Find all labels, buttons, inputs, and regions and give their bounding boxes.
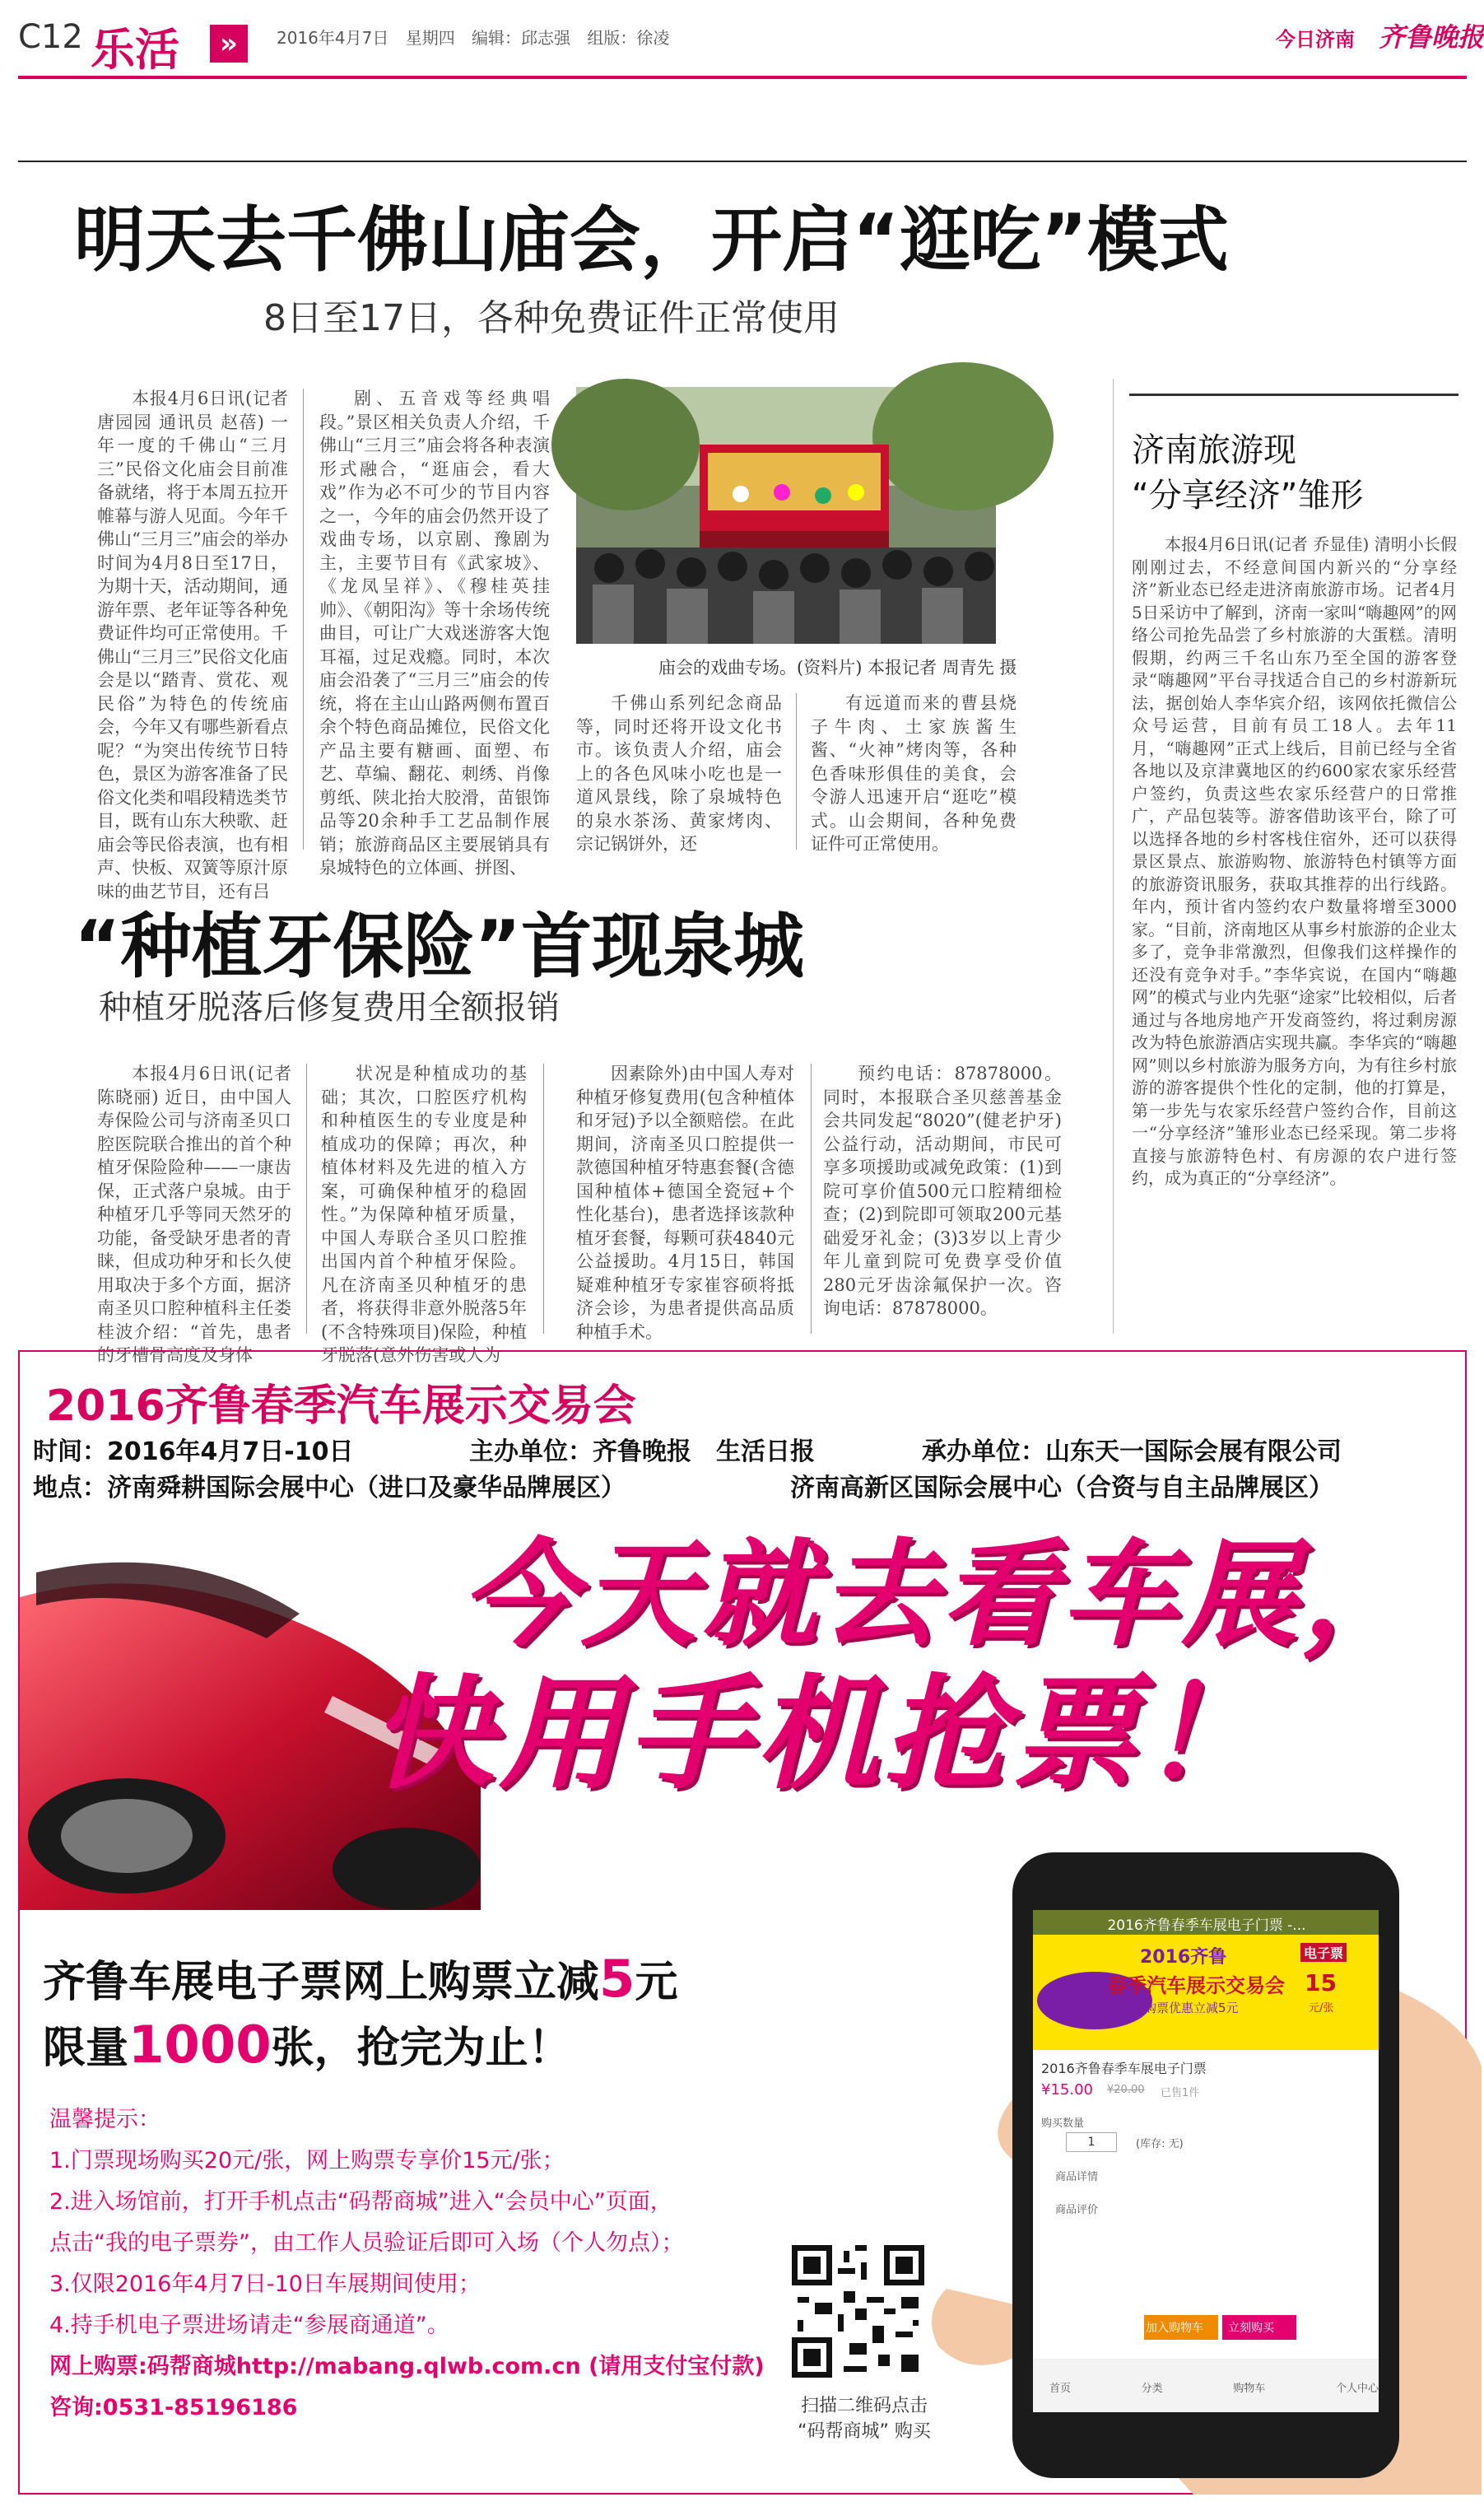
tips-title: 温馨提示： — [49, 2107, 160, 2132]
phone-nav-profile[interactable]: 个人中心 — [1335, 2383, 1379, 2395]
phone-banner-price: 15 — [1305, 1969, 1337, 1996]
phone-add-cart-button[interactable]: 加入购物车 — [1146, 2322, 1203, 2335]
qr-code-icon[interactable] — [786, 2239, 930, 2383]
temple-fair-photo — [576, 387, 996, 644]
story2-headline: “种植牙保险”首现泉城 — [74, 906, 805, 988]
column-divider — [811, 1064, 812, 1334]
ad-undertaker: 承办单位：山东天一国际会展有限公司 — [922, 1437, 1342, 1466]
story1-subheadline: 8日至17日，各种免费证件正常使用 — [263, 297, 840, 339]
story1-column-2: 剧、五音戏等经典唱段。”景区相关负责人介绍，千佛山“三月三”庙会将各种表演形式融合，“逛庙会，看大戏”作为必不可少的节目内容之一，今年的庙会仍然开设了戏曲专场，以京剧、豫剧为主，主要节目有《武家坡》、《龙凤呈祥》、《穆桂英挂帅》、《朝阳沟》等十余场传统曲目，可让广大戏迷游客大饱耳福，过足戏瘾。同时，本次庙会沿袭了“三月三”庙会的传统，将在主山山路两侧布置百余个特色商品摊位，民俗文化产品主要有糖画、面塑、布艺、草编、翻花、刺绣、肖像剪纸、陕北抬大胶滑，苗银饰品等20余种手工艺品制作展销；旅游商品区主要展销具有泉城特色的立体画、拼图、 — [319, 389, 550, 878]
ad-slogan-line-1: 今天就去看车展， — [461, 1528, 1423, 1662]
phone-nav-home[interactable]: 首页 — [1049, 2383, 1072, 2395]
phone-qty-input[interactable]: 1 — [1066, 2132, 1117, 2152]
ad-slogan-line-2: 快用手机抢票！ — [370, 1663, 1270, 1806]
tip-item: 4.持手机电子票进场请走“参展商通道”。 — [49, 2313, 449, 2338]
sidebar-title-line-2: “分享经济”雏形 — [1132, 477, 1364, 515]
tips-block — [49, 2099, 765, 2429]
phone-detail-tab[interactable]: 商品详情 — [1055, 2171, 1099, 2183]
phone-banner-price-unit: 元/张 — [1309, 2002, 1334, 2015]
phone-stock: (库存: 无) — [1136, 2138, 1184, 2150]
sidebar-article: 本报4月6日讯(记者 乔显佳) 清明小长假刚刚过去，不经意间国内新兴的“分享经济”新业态已经走进济南旅游市场。记者4月5日采访中了解到，济南一家叫“嗨趣网”的网络公司抢先品尝了乡村旅游的大蛋糕。清明假期，约两三千名山东乃至全国的游客登录“嗨趣网”平台寻找适合自己的乡村游新玩法，据创始人李华宾介绍，该网依托微信公众号运营，目前有员工18人。去年11月，“嗨趣网”正式上线后，目前已经与全省各地以及京津冀地区的约600家农家乐经营户签约，负责这些农家乐经营户的日常推广，产品包装等。游客借助该平台，除了可以选择各地的乡村客栈住宿外，还可以获得景区景点、旅游购物、旅游特色村镇等方面的旅游资讯服务，获取其推荐的出行线路。年内，预计省内签约农户数量将增至3000家。“目前，济南地区从事乡村旅游的企业太多了，竞争非常激烈，但像我们这样操作的还没有竞争对手。”李华宾说，在国内“嗨趣网”的模式与业内先驱“途家”比较相似，后者通过与各地房地产开发商签约，将过剩房源改为特色旅游酒店实现共赢。李华宾的“嗨趣网”则以乡村旅游为服务方向，为有往乡村旅游的游客提供个性化的定制，他的打算是，第一步先与农家乐经营户签约合作，目前这一“分享经济”雏形业态已经采现。第二步将直接与旅游特色村、有房源的农户进行签约，成为真正的“分享经济”。 — [1132, 534, 1457, 1188]
story2-subheadline: 种植牙脱落后修复费用全额报销 — [99, 989, 560, 1027]
tip-item: 2.进入场馆前，打开手机点击“码帮商城”进入“会员中心”页面， — [49, 2189, 672, 2215]
ad-time: 时间：2016年4月7日-10日 — [33, 1437, 354, 1466]
tip-item: 3.仅限2016年4月7日-10日车展期间使用； — [49, 2271, 481, 2297]
phone-old-price: ¥20.00 — [1107, 2084, 1145, 2096]
newspaper-logo: 齐鲁晚报 — [1379, 21, 1484, 53]
column-divider — [543, 1064, 544, 1334]
ad-venue-2: 济南高新区国际会展中心（合资与自主品牌展区） — [790, 1474, 1333, 1502]
story2-column-4: 预约电话：87878000。同时，本报联合圣贝慈善基金会共同发起“8020”(健老护牙)公益行动，活动期间，市民可享多项援助或减免政策：(1)到院可享价值500元口腔精细检查；(2)到院即可领取200元基础爱牙礼金；(3)3岁以上青少年儿童到院可免费享受价值280元牙齿涂氟保护一次。咨询电话：87878000。 — [823, 1064, 1062, 1318]
column-divider — [796, 693, 797, 850]
sidebar-divider — [1113, 379, 1114, 1334]
phone-banner-badge: 电子票 — [1300, 1943, 1347, 1962]
story2-column-2: 状况是种植成功的基础；其次，口腔医疗机构和种植医生的专业度是种植成功的保障；再次，种植体材料及先进的植入方案，可确保种植牙的稳固性。”为保障种植牙质量，中国人寿联合圣贝口腔推出国内首个种植牙保险。凡在济南圣贝种植牙的患者，将获得非意外脱落5年(不含特殊项目)保险，种植牙脱落(意外伤害或人为 — [321, 1064, 527, 1365]
ad-title: 2016齐鲁春季汽车展示交易会 — [46, 1381, 636, 1431]
sidebar-title-line-1: 济南旅游现 — [1132, 431, 1296, 469]
phone-buy-now-button[interactable]: 立刻购买 — [1228, 2322, 1274, 2335]
today-label: 今日济南 — [1276, 28, 1355, 51]
phone-qty-label: 购买数量 — [1041, 2117, 1085, 2130]
column-divider — [303, 389, 304, 850]
phone-banner-line-2: 春季汽车展示交易会 — [1107, 1974, 1285, 1997]
story2-column-3: 因素除外)由中国人寿对种植牙修复费用(包含种植体和牙冠)予以全额赔偿。在此期间，济南圣贝口腔提供一款德国种植牙特惠套餐(含德国种植体+德国全瓷冠+个性化基台)，患者选择该款种植牙套餐，每颗可获4840元公益援助。4月15日，韩国疑难种植牙专家崔容硕将抵济会诊，为患者提供高品质种植手术。 — [576, 1064, 794, 1342]
ad-organizer: 主办单位：齐鲁晚报 生活日报 — [469, 1437, 815, 1466]
phone-nav-cart[interactable]: 购物车 — [1233, 2383, 1266, 2395]
column-divider — [306, 1064, 307, 1334]
story1-headline: 明天去千佛山庙会，开启“逛吃”模式 — [74, 199, 1230, 282]
phone-product-name: 2016齐鲁春季车展电子门票 — [1041, 2061, 1207, 2076]
online-purchase[interactable]: 网上购票:码帮商城http://mabang.qlwb.com.cn (请用支付宝付款) — [49, 2354, 765, 2379]
page-number: C12 — [18, 18, 83, 56]
header-rule — [18, 76, 1467, 79]
promo-limit: 限量1000张，抢完为止！ — [43, 2015, 571, 2075]
consult-phone: 咨询:0531-85196186 — [49, 2395, 298, 2420]
photo-caption: 庙会的戏曲专场。(资料片) 本报记者 周青先 摄 — [658, 658, 1017, 678]
story1-column-1: 本报4月6日讯(记者 唐园园 通讯员 赵蓓) 一年一度的千佛山“三月三”民俗文化庙会目前准备就绪，将于本周五拉开帷幕与游人见面。今年千佛山“三月三”庙会的举办时间为4月8日至17日，为期十天，活动期间，通游年票、老年证等各种免费证件均可正常使用。千佛山“三月三”民俗文化庙会是以“踏青、赏花、观民俗”为特色的传统庙会，今年又有哪些新看点呢？“为突出传统节日特色，景区为游客准备了民俗文化类和唱段精选类节目，既有山东大秧歌、赶庙会等民俗表演，也有相声、快板、双簧等原汁原味的曲艺节目，还有吕 — [97, 389, 288, 901]
tip-item: 1.门票现场购买20元/张，网上购票专享价15元/张； — [49, 2148, 565, 2173]
phone-screen-header: 2016齐鲁春季车展电子门票 -... — [1107, 1917, 1306, 1934]
phone-review-tab[interactable]: 商品评价 — [1055, 2204, 1099, 2216]
phone-nav-category[interactable]: 分类 — [1141, 2383, 1163, 2395]
phone-banner-line-3: 网上购票优惠立减5元 — [1119, 2001, 1239, 2015]
phone-banner-line-1: 2016齐鲁 — [1140, 1947, 1227, 1968]
top-rule — [18, 161, 1467, 162]
phone-bottom-nav — [1049, 2379, 1379, 2395]
ad-venue-1: 地点：济南舜耕国际会展中心（进口及豪华品牌展区） — [33, 1474, 626, 1502]
tip-item: 点击“我的电子票券”，由工作人员验证后即可入场（个人勿点）； — [49, 2230, 684, 2256]
phone-price: ¥15.00 — [1041, 2081, 1093, 2099]
promo-discount: 齐鲁车展电子票网上购票立减5元 — [43, 1949, 678, 2009]
section-name: 乐活 — [91, 24, 179, 76]
story2-column-1: 本报4月6日讯(记者 陈晓丽) 近日，由中国人寿保险公司与济南圣贝口腔医院联合推出的首个种植牙保险险种——一康齿保，正式落户泉城。由于种植牙几乎等同天然牙的功能，备受缺牙患者的青睐，但成功种牙和长久使用取决于多个方面，据济南圣贝口腔种植科主任娄桂波介绍：“首先，患者的牙槽骨高度及身体 — [97, 1064, 291, 1365]
phone-sold-count: 已售1件 — [1161, 2087, 1200, 2099]
story1-column-3: 千佛山系列纪念商品等，同时还将开设文化书市。该负责人介绍，庙会上的各色风味小吃也是一道风景线，除了泉城特色的泉水茶汤、黄家烤肉、宗记锅饼外，还 — [576, 693, 782, 854]
section-arrow-icon: » — [210, 25, 248, 63]
story1-column-4: 有远道而来的曹县烧子牛肉、土家族酱生酱、“火神”烤肉等，各种色香味形俱佳的美食，会令游人迅速开启“逛吃”模式。山会期间，各种免费证件可正常使用。 — [811, 693, 1016, 854]
sidebar-top-rule — [1129, 394, 1458, 396]
qr-caption: 扫描二维码点击 “码帮商城” 购买 — [798, 2396, 931, 2442]
issue-meta: 2016年4月7日 星期四 编辑：邱志强 组版：徐凌 — [277, 28, 670, 48]
